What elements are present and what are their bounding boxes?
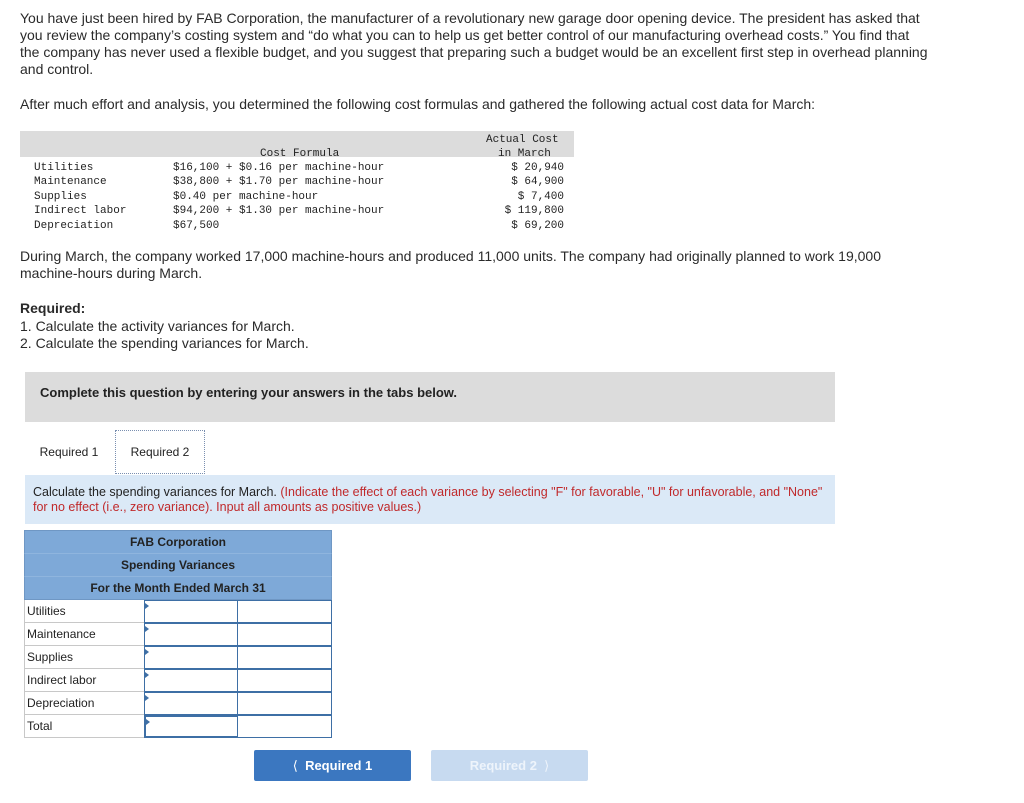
actual-cost: $ 69,200 xyxy=(511,219,564,232)
required-item-2: 2. Calculate the spending variances for March. xyxy=(20,335,309,351)
cost-name: Depreciation xyxy=(34,219,114,232)
table-row xyxy=(34,219,574,233)
cost-formula: $67,500 xyxy=(173,219,220,232)
banner-text: Complete this question by entering your answers in the tabs below. xyxy=(40,385,458,400)
next-required-2-button[interactable] xyxy=(431,750,588,781)
utilities-effect-select[interactable] xyxy=(237,600,332,623)
cost-name: Utilities xyxy=(34,162,94,174)
input-flag-icon xyxy=(145,649,149,655)
cost-name: Maintenance xyxy=(34,176,107,189)
row-label: Utilities xyxy=(24,600,146,623)
row-label: Total xyxy=(24,715,146,738)
input-flag-icon xyxy=(145,603,149,609)
row-label: Indirect labor xyxy=(24,669,146,692)
instructions-main: Calculate the spending variances for March. xyxy=(33,485,277,499)
spending-variances-grid xyxy=(24,530,332,738)
next-button-label: Required 2 xyxy=(469,758,537,773)
instructions-banner xyxy=(25,372,835,422)
grid-period-header: For the Month Ended March 31 xyxy=(24,576,332,600)
cost-formula: $94,200 + $1.30 per machine-hour xyxy=(173,205,385,218)
table-row xyxy=(34,190,574,204)
grid-title-header: Spending Variances xyxy=(24,553,332,576)
prev-button-label: Required 1 xyxy=(305,758,373,773)
row-label: Depreciation xyxy=(24,692,146,715)
tab-instructions xyxy=(25,475,835,524)
instructions-text xyxy=(33,485,823,515)
table-row xyxy=(34,204,574,218)
cost-formula-table xyxy=(20,131,574,234)
utilities-amount-input[interactable] xyxy=(144,600,238,623)
maintenance-amount-input[interactable] xyxy=(144,623,238,646)
cost-name: Supplies xyxy=(34,190,87,203)
input-flag-icon xyxy=(145,672,149,678)
depreciation-effect-select[interactable] xyxy=(237,692,332,715)
grid-row-maintenance xyxy=(24,623,332,646)
supplies-amount-input[interactable] xyxy=(144,646,238,669)
cost-table-body xyxy=(34,161,574,233)
input-flag-icon xyxy=(145,695,149,701)
grid-row-indirect-labor xyxy=(24,669,332,692)
grid-row-utilities xyxy=(24,600,332,623)
supplies-effect-select[interactable] xyxy=(237,646,332,669)
input-flag-icon xyxy=(145,626,149,632)
chevron-right-icon: ⟩ xyxy=(544,758,550,773)
maintenance-effect-select[interactable] xyxy=(237,623,332,646)
total-amount-input[interactable] xyxy=(144,715,240,738)
total-effect-select[interactable] xyxy=(237,715,332,738)
row-label: Supplies xyxy=(24,646,146,669)
tab-required-2[interactable]: Required 2 xyxy=(115,430,205,474)
indirect-labor-amount-input[interactable] xyxy=(144,669,238,692)
cost-formula: $0.40 per machine-hour xyxy=(173,190,319,203)
instructions-note: (Indicate the effect of each variance by selecting "F" for favorable, "U" for unfavorable, and "None" for no effect (i.e., zero variance). Input all amounts as positive values.) xyxy=(33,485,823,514)
march-activity-text: During March, the company worked 17,000 machine-hours and produced 11,000 units. The company had originally planned to work 19,000 machine-hours during March. xyxy=(20,248,882,281)
tab-required-1[interactable]: Required 1 xyxy=(39,445,99,459)
required-item-1: 1. Calculate the activity variances for March. xyxy=(20,318,295,334)
chevron-left-icon: ⟨ xyxy=(292,758,298,773)
cost-name: Indirect labor xyxy=(34,205,127,218)
actual-cost: $ 20,940 xyxy=(511,162,564,174)
row-label: Maintenance xyxy=(24,623,146,646)
grid-row-total xyxy=(24,715,332,738)
indirect-labor-effect-select[interactable] xyxy=(237,669,332,692)
actual-cost: $ 64,900 xyxy=(511,176,564,189)
problem-lead: After much effort and analysis, you determined the following cost formulas and gathered the following actual cost data for March: xyxy=(20,96,816,112)
previous-required-1-button[interactable] xyxy=(254,750,411,781)
depreciation-amount-input[interactable] xyxy=(144,692,238,715)
problem-intro: You have just been hired by FAB Corporation, the manufacturer of a revolutionary new garage door opening device. The president has asked that you review the company’s costing system and “do what you can to help us get better control of our manufacturing overhead costs.” You find that the company has never used a flexible budget, and you suggest that preparing such a budget would be an excellent first step in overhead planning and control. xyxy=(20,10,928,77)
input-flag-icon xyxy=(146,719,150,725)
table-row xyxy=(34,161,574,175)
cost-formula: $16,100 + $0.16 per machine-hour xyxy=(173,162,385,174)
grid-company-header: FAB Corporation xyxy=(24,530,332,553)
cost-formula-header: Cost Formula xyxy=(260,148,340,160)
cost-table-header xyxy=(20,131,574,160)
actual-cost: $ 119,800 xyxy=(504,205,564,218)
grid-row-depreciation xyxy=(24,692,332,715)
actual-cost-header-sub: in March xyxy=(498,148,551,160)
grid-row-supplies xyxy=(24,646,332,669)
actual-cost-header: Actual Cost xyxy=(486,134,559,146)
cost-formula: $38,800 + $1.70 per machine-hour xyxy=(173,176,385,189)
required-title: Required: xyxy=(20,300,86,316)
actual-cost: $ 7,400 xyxy=(517,190,564,203)
table-row xyxy=(34,175,574,189)
